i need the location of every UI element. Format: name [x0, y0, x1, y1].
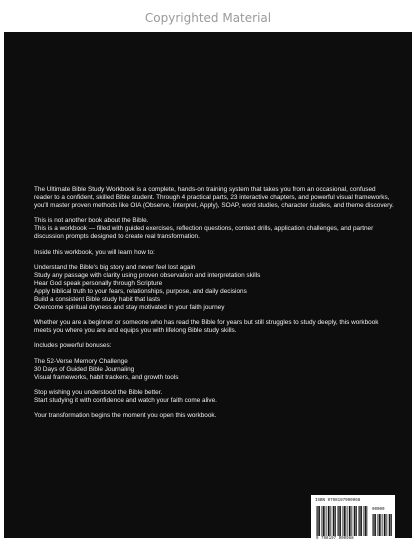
barcode-bar	[372, 514, 373, 536]
barcode-bar	[332, 506, 333, 536]
barcode-bar	[391, 514, 392, 536]
barcode-bar	[384, 514, 385, 536]
barcode-box	[311, 495, 395, 544]
barcode-bar	[323, 506, 324, 536]
list-item: Build a consistent Bible study habit that lasts	[34, 296, 161, 304]
cta-line: Start studying it with confidence and watch your faith come alive.	[34, 396, 217, 404]
list-item: Understand the Bible's big story and never feel lost again	[34, 263, 196, 271]
barcode-bar	[359, 506, 360, 536]
barcode-bar	[335, 506, 336, 536]
barcode-bar	[328, 506, 329, 536]
barcode-bar	[363, 506, 364, 536]
cta-paragraph	[34, 389, 394, 405]
barcode-bar	[338, 506, 339, 536]
barcode-bar	[377, 514, 378, 536]
barcode-bar	[340, 506, 341, 536]
barcode-bar	[333, 506, 334, 536]
barcode-bar	[344, 506, 345, 536]
copyright-watermark: Copyrighted Material	[144, 11, 272, 25]
list-item: Visual frameworks, habit trackers, and growth tools	[34, 373, 179, 381]
audience-paragraph: Whether you are a beginner or someone who has read the Bible for years but still struggles to study deeply, this workbook meets you where you are and equips you with lifelong Bible study skills.	[34, 319, 379, 335]
closing-line: Your transformation begins the moment you open this workbook.	[34, 411, 217, 419]
barcode-bar	[361, 506, 362, 536]
barcode-bar	[365, 506, 366, 536]
price-code: 90000	[372, 508, 385, 512]
list-item: Hear God speak personally through Scripture	[34, 279, 163, 287]
back-cover	[4, 32, 412, 541]
barcode-bar	[330, 506, 331, 536]
barcode-bar	[349, 506, 350, 536]
not-another-paragraph	[34, 217, 394, 241]
barcode-main-bars	[316, 506, 368, 536]
barcode-bar	[324, 506, 325, 536]
barcode-bar	[317, 506, 318, 536]
barcode-bar	[388, 514, 389, 536]
not-another-line: This is not another book about the Bible.	[34, 217, 149, 225]
barcode-bar	[337, 506, 338, 536]
learn-heading: Inside this workbook, you will learn how to:	[34, 248, 155, 256]
barcode-bar	[379, 514, 380, 536]
barcode-addon-bars	[372, 514, 392, 536]
description-text	[34, 186, 394, 427]
barcode-bar	[375, 514, 376, 536]
list-item: 30 Days of Guided Bible Journaling	[34, 365, 135, 373]
barcode-bar	[348, 506, 349, 536]
list-item: Study any passage with clarity using proven observation and interpretation skills	[34, 271, 261, 279]
barcode-bar	[327, 506, 328, 536]
list-item: Apply biblical truth to your fears, relationships, purpose, and daily decisions	[34, 287, 247, 295]
isbn-digits: 9 798197 900968	[316, 537, 354, 541]
barcode-bar	[380, 514, 381, 536]
barcode-bar	[342, 506, 343, 536]
barcode-bar	[386, 514, 387, 536]
barcode-bar	[321, 506, 322, 536]
barcode-bar	[345, 506, 346, 536]
barcode-bar	[383, 514, 384, 536]
cta-line: Stop wishing you understood the Bible better.	[34, 388, 163, 396]
bonus-heading: Includes powerful bonuses:	[34, 342, 112, 350]
isbn-label: ISBN 9798197900968	[315, 499, 361, 503]
barcode-bar	[354, 506, 355, 536]
barcode-bar	[366, 506, 367, 536]
barcode-bar	[316, 506, 317, 536]
barcode-bar	[373, 514, 374, 536]
barcode-bar	[356, 506, 357, 536]
workbook-line: This is a workbook — filled with guided exercises, reflection questions, context drills, application challenges, and partner discussion prompts designed to create real transformation.	[34, 225, 374, 241]
list-item: Overcome spiritual dryness and stay motivated in your faith journey	[34, 304, 225, 312]
learn-list	[34, 264, 394, 313]
barcode-bar	[319, 506, 320, 536]
barcode-bar	[389, 514, 390, 536]
intro-paragraph: The Ultimate Bible Study Workbook is a complete, hands-on training system that takes you from an occasional, confused reader to a confident, skilled Bible student. Through 4 practical parts, 23 interactive chapters, and powerful visual frameworks, you'll master proven methods like OIA (Observe, Interpret, Apply), SOAP, word studies, character studies, and theme discovery.	[34, 186, 394, 210]
list-item: The 52-Verse Memory Challenge	[34, 357, 128, 365]
bonus-list	[34, 358, 394, 382]
barcode-bar	[358, 506, 359, 536]
barcode-bar	[353, 506, 354, 536]
barcode-bar	[351, 506, 352, 536]
